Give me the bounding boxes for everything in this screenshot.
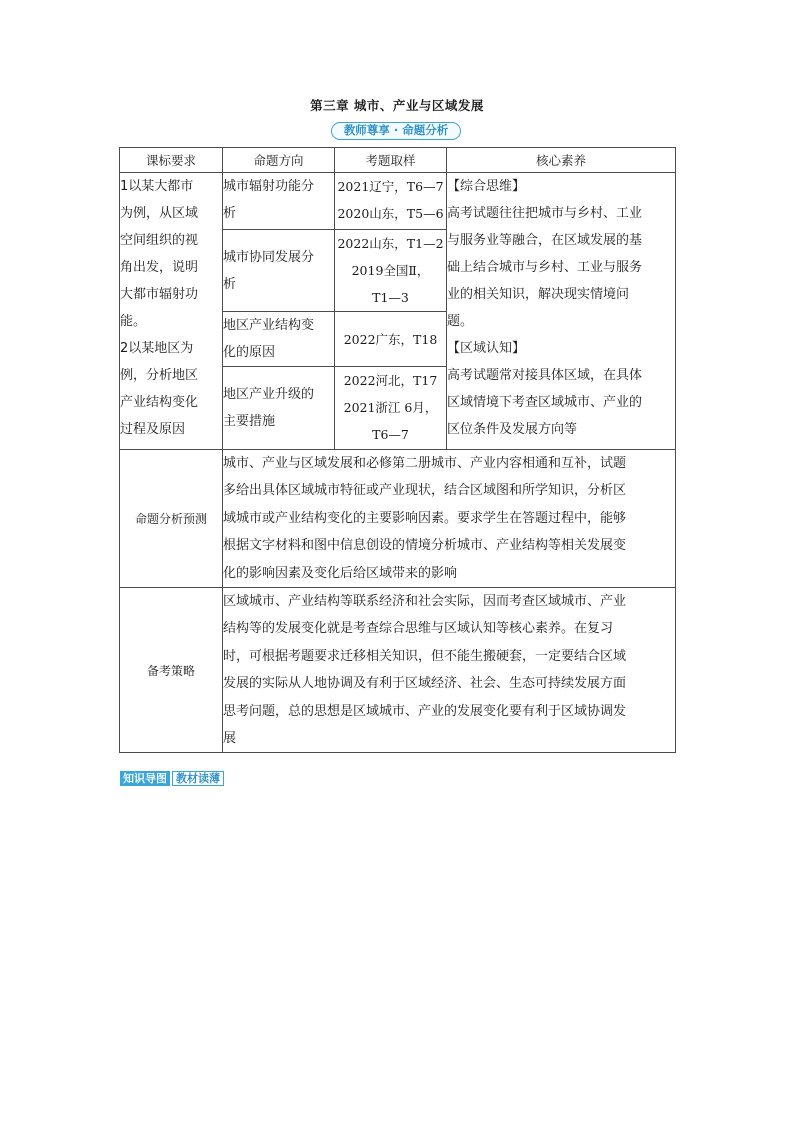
analysis-table [119,147,676,753]
teacher-badge: 教师尊享 · 命题分析 [331,122,461,140]
header-exam: 考题取样 [335,148,447,173]
direction-cell: 城市协同发展分 析 [223,230,335,312]
exam-cell: 2022河北，T17 2021浙江 6月， T6—7 [335,367,447,450]
core-literacy-cell: 【综合思维】 高考试题往往把城市与乡村、工业 与服务业等融合，在区域发展的基 础上结合城市与乡村、工业与服务 业的相关知识，解决现实情境问 题。 【区域认知】 高考试题常对接具体区域，在具体 区域情境下考查区域城市、产业的 区位条件及发展方向等 [447,173,676,450]
direction-cell: 地区产业升级的 主要措施 [223,367,335,450]
prediction-label: 命题分析预测 [120,450,223,588]
direction-cell: 城市辐射功能分 析 [223,173,335,230]
strategy-label: 备考策略 [120,588,223,753]
exam-cell: 2022山东，T1—2 2019全国Ⅱ， T1—3 [335,230,447,312]
table-row [120,450,676,588]
table-header-row [120,148,676,173]
requirement-cell: 1以某大都市 为例，从区域 空间组织的视 角出发，说明 大都市辐射功 能。 2以某地区为 例，分析地区 产业结构变化 过程及原因 [120,173,223,450]
table-row [120,588,676,753]
tag-knowledge-map: 知识导图 [120,771,170,786]
header-core: 核心素养 [447,148,676,173]
section-tags [120,771,224,786]
strategy-text: 区域城市、产业结构等联系经济和社会实际，因而考查区域城市、产业 结构等的发展变化就是考查综合思维与区域认知等核心素养。在复习 时，可根据考题要求迁移相关知识，但不能生搬硬套，一定要结合区域 发展的实际从人地协调及有利于区域经济、社会、生态可持续发展方面 思考问题，总的思想是区域城市、产业的发展变化要有利于区域协调发 展 [223,588,676,753]
exam-cell: 2021辽宁，T6—7 2020山东，T5—6 [335,173,447,230]
header-requirement: 课标要求 [120,148,223,173]
page-title: 第三章 城市、产业与区域发展 [310,98,484,113]
prediction-text: 城市、产业与区域发展和必修第二册城市、产业内容相通和互补，试题 多给出具体区域城市特征或产业现状，结合区域图和所学知识，分析区 域城市或产业结构变化的主要影响因素。要求学生在答题过程中，能够 根据文字材料和图中信息创设的情境分析城市、产业结构等相关发展变 化的影响因素及变化后给区域带来的影响 [223,450,676,588]
table-row [120,173,676,230]
header-direction: 命题方向 [223,148,335,173]
tag-textbook: 教材读薄 [172,771,224,786]
exam-cell: 2022广东，T18 [335,312,447,367]
direction-cell: 地区产业结构变 化的原因 [223,312,335,367]
